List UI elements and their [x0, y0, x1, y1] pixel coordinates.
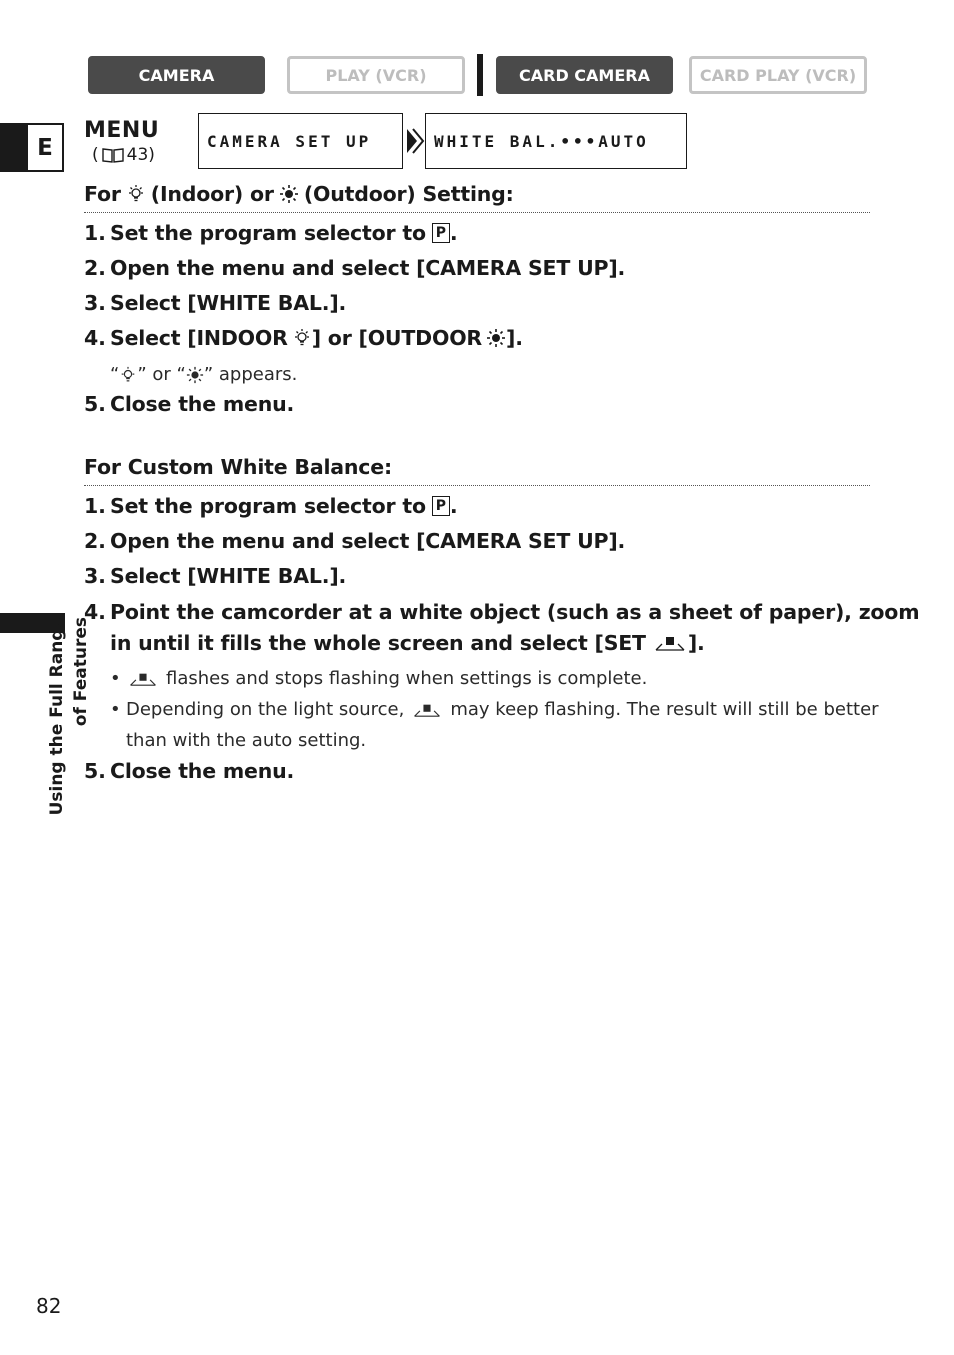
language-tab-marker	[0, 123, 26, 172]
heading-for: For	[84, 182, 121, 206]
mode-separator	[477, 54, 483, 96]
s2-step-3	[84, 564, 346, 588]
outdoor-sun-icon	[186, 366, 204, 384]
page-number: 82	[36, 1294, 62, 1318]
menu-ref-page: 43)	[126, 145, 155, 165]
menu-page-reference	[92, 145, 155, 165]
step-text: Close the menu.	[110, 759, 295, 783]
step-text: in until it fills the whole screen and select [SET	[110, 631, 646, 655]
indoor-bulb-icon	[126, 184, 146, 204]
heading-end: (Outdoor) Setting:	[303, 182, 514, 206]
bullet-text-c: than with the auto setting.	[126, 730, 367, 751]
language-tab: E	[26, 123, 64, 172]
step-text: Select [WHITE BAL.].	[110, 291, 347, 315]
chapter-label-line-2: of Features	[71, 617, 91, 727]
section-custom-wb-heading	[84, 455, 392, 479]
note-quote-mid: ” or “	[137, 364, 186, 385]
bullet-2-continued	[126, 730, 366, 751]
mode-tab-camera: CAMERA	[88, 56, 265, 94]
step-number: 5.	[84, 392, 106, 416]
step-text: Set the program selector to	[110, 221, 426, 245]
bullet-mark: •	[110, 668, 121, 689]
custom-wb-set-icon	[128, 671, 158, 687]
section-2-divider	[84, 485, 870, 486]
chapter-label-line-1: Using the Full Range	[47, 617, 67, 816]
step-end: .	[449, 494, 458, 518]
step-number: 2.	[84, 256, 106, 280]
custom-wb-set-icon	[654, 634, 686, 652]
s2-step-5	[84, 759, 294, 783]
lcd-menu-camera-set-up: CAMERA SET UP	[198, 113, 403, 169]
s2-step-4-line-2	[110, 631, 705, 655]
step-number: 3.	[84, 564, 106, 588]
custom-wb-set-icon	[412, 702, 442, 718]
note-quote-end: ” appears.	[203, 364, 298, 385]
s1-step-4-note	[110, 364, 297, 385]
step-end: ].	[687, 631, 705, 655]
bullet-mark: •	[110, 699, 121, 720]
indoor-bulb-icon	[119, 366, 137, 384]
mode-tab-card-play-vcr: CARD PLAY (VCR)	[689, 56, 867, 94]
step-end: ].	[506, 326, 523, 350]
step-number: 4.	[84, 600, 106, 624]
mode-tab-play-vcr: PLAY (VCR)	[287, 56, 465, 94]
step-mid: ] or [OUTDOOR	[311, 326, 483, 350]
s2-step-2	[84, 529, 625, 553]
mode-tab-card-camera: CARD CAMERA	[496, 56, 673, 94]
outdoor-sun-icon	[486, 328, 506, 348]
lcd-menu-white-bal: WHITE BAL.•••AUTO	[425, 113, 687, 169]
chapter-side-label	[45, 617, 93, 867]
s1-step-3	[84, 291, 346, 315]
bullet-text-b: may keep flashing. The result will still be better	[450, 699, 879, 720]
step-text: Point the camcorder at a white object (such as a sheet of paper), zoom	[110, 600, 920, 624]
step-text: Close the menu.	[110, 392, 295, 416]
step-text: Open the menu and select [CAMERA SET UP].	[110, 529, 626, 553]
menu-ref-open: (	[92, 145, 99, 165]
step-text: Select [WHITE BAL.].	[110, 564, 347, 588]
double-arrow-icon	[405, 128, 425, 154]
heading-text: For Custom White Balance:	[84, 455, 392, 479]
step-number: 2.	[84, 529, 106, 553]
step-number: 3.	[84, 291, 106, 315]
s1-step-1	[84, 221, 457, 245]
step-number: 4.	[84, 326, 106, 350]
bullet-text-a: Depending on the light source,	[126, 699, 405, 720]
heading-mid: (Indoor) or	[150, 182, 274, 206]
step-number: 1.	[84, 494, 106, 518]
bullet-2	[110, 699, 879, 720]
s1-step-2	[84, 256, 625, 280]
bullet-text: flashes and stops flashing when settings is complete.	[166, 668, 648, 689]
step-text: Open the menu and select [CAMERA SET UP].	[110, 256, 626, 280]
step-text: Select [INDOOR	[110, 326, 288, 350]
s2-step-4-line-1	[84, 600, 919, 624]
outdoor-sun-icon	[279, 184, 299, 204]
step-number: 1.	[84, 221, 106, 245]
step-end: .	[449, 221, 458, 245]
program-mode-p-icon: P	[432, 496, 450, 516]
step-text: Set the program selector to	[110, 494, 426, 518]
s1-step-4	[84, 326, 523, 350]
note-quote-open: “	[110, 364, 120, 385]
indoor-bulb-icon	[292, 328, 312, 348]
section-1-divider	[84, 212, 870, 213]
s2-step-1	[84, 494, 457, 518]
section-indoor-outdoor-heading	[84, 182, 514, 206]
s1-step-5	[84, 392, 294, 416]
step-number: 5.	[84, 759, 106, 783]
program-mode-p-icon: P	[432, 223, 450, 243]
book-icon	[102, 147, 124, 163]
bullet-1	[110, 668, 647, 689]
menu-label: MENU	[84, 118, 160, 143]
